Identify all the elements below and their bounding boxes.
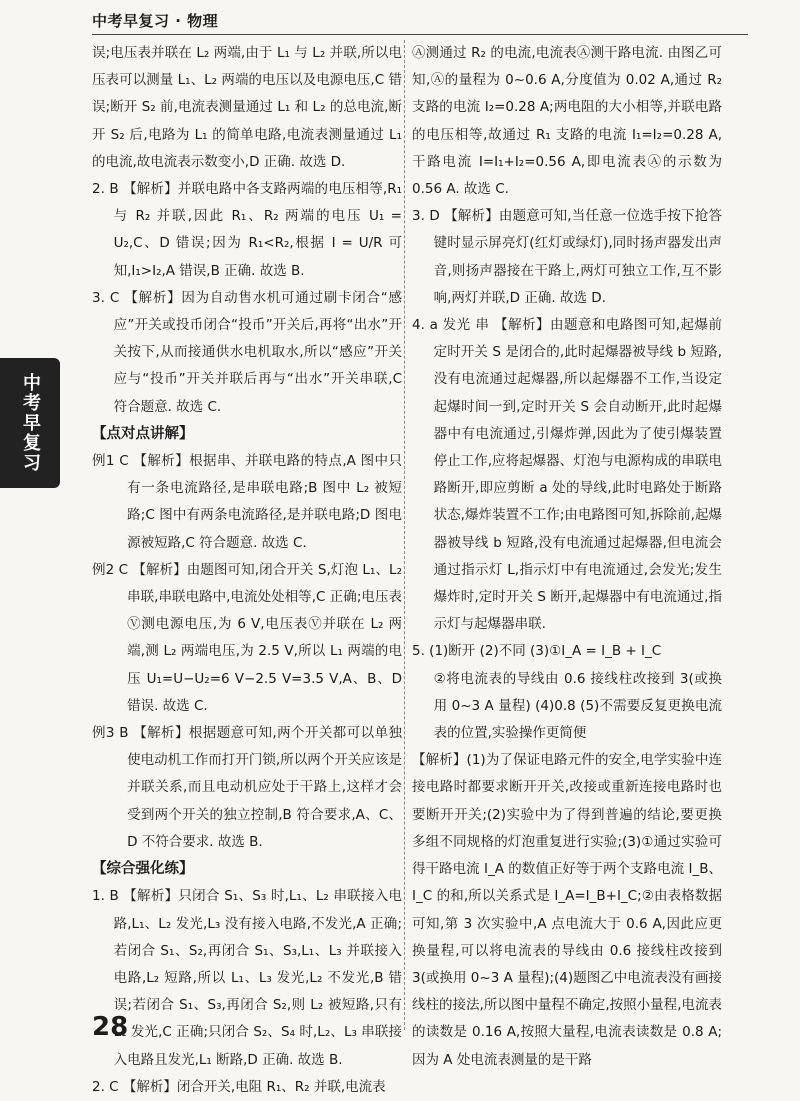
answer-item: 3. D 【解析】由题意可知,当任意一位选手按下抢答键时显示屏亮灯(红灯或绿灯),同时扬声器发出声音,则扬声器接在干路上,两灯可独立工作,互不影响,两灯并联,D 正确. 故选 D. — [412, 208, 722, 306]
analysis-paragraph: 【解析】(1)为了保证电路元件的安全,电学实验中连接电路时都要求断开开关,改接或重新连接电路时也要断开开关;(2)实验中为了得到普遍的结论,要更换多组不同规格的灯泡重复进行实验;(3)①通过实验可得干路电流 I_A 的数值正好等于两个支路电流 I_B、I_C 的和,所以关系式是 I_A=I_B+I_C;②由表格数据可知,第 3 次实验中,A 点电流大于 0.6 A,因此应更换量程,可以将电流表的导线由 0.6 接线柱改接到 3(或换用 0~3 A 量程);(4)题图乙中电流表没有画接线柱的接法,所以图中量程不确定,按照小量程,电流表的读数是 0.16 A,按照大量程,电流表读数是 0.8 A;因为 A 处电流表测量的是干路 — [412, 752, 722, 1068]
example-item: 例1 C 【解析】根据串、并联电路的特点,A 图中只有一条电流路径,是串联电路;B 图中 L₂ 被短路;C 图中有两条电流路径,是并联电路;D 图电源被短路,C 符合题意. 故选 C. — [92, 453, 402, 551]
answer-item: 1. B 【解析】只闭合 S₁、S₃ 时,L₁、L₂ 串联接入电路,L₁、L₂ 发光,L₃ 没有接入电路,不发光,A 正确;若闭合 S₁、S₂,再闭合 S₁、S₃,L₁、L₃ 并联接入电路,L₂ 短路,所以 L₁、L₃ 发光,L₂ 不发光,B 错误;若闭合 S₁、S₃,再闭合 S₂,则 L₂ 被短路,只有 L₁ 发光,C 正确;只闭合 S₂、S₄ 时,L₂、L₃ 串联接入电路且发光,L₁ 断路,D 正确. 故选 B. — [92, 888, 402, 1068]
column-divider — [404, 40, 405, 1030]
paragraph: 误;电压表并联在 L₂ 两端,由于 L₁ 与 L₂ 并联,所以电压表可以测量 L₁、L₂ 两端的电压以及电源电压,C 错误;断开 S₂ 前,电流表测量通过 L₁ 和 L₂ 的总电流,断开 S₂ 后,电路为 L₁ 的简单电路,电流表测量通过 L₁ 的电流,故电流表示数变小,D 正确. 故选 D. — [92, 45, 402, 170]
header-divider — [92, 34, 748, 35]
side-tab-label: 中考早复习 — [20, 373, 41, 473]
example-item: 例3 B 【解析】根据题意可知,两个开关都可以单独使电动机工作而打开门锁,所以两个开关应该是并联关系,而且电动机应处于干路上,这样才会受到两个开关的独立控制,B 符合要求,A、C、D 不符合要求. 故选 B. — [92, 725, 402, 850]
answer-item: 5. (1)断开 (2)不同 (3)①I_A = I_B + I_C — [412, 643, 662, 660]
page-header: 中考早复习 · 物理 — [92, 12, 219, 30]
page-number: 28 — [92, 1012, 129, 1042]
example-item: 例2 C 【解析】由题图可知,闭合开关 S,灯泡 L₁、L₂ 串联,串联电路中,电流处处相等,C 正确;电压表Ⓥ测电源电压,为 6 V,电压表Ⓥ并联在 L₂ 两端,测 L₂ 两端电压,为 2.5 V,所以 L₁ 两端的电压 U₁=U−U₂=6 V−2.5 V=3.5 V,A、B、D 错误. 故选 C. — [92, 561, 402, 714]
side-tab — [0, 358, 60, 488]
answer-item: 2. C 【解析】闭合开关,电阻 R₁、R₂ 并联,电流表 — [92, 1078, 386, 1095]
answer-item: 2. B 【解析】并联电路中各支路两端的电压相等,R₁ 与 R₂ 并联,因此 R₁、R₂ 两端的电压 U₁ = U₂,C、D 错误;因为 R₁<R₂,根据 I = U/R 可知,I₁>I₂,A 错误,B 正确. 故选 B. — [92, 181, 402, 279]
section-heading: 【点对点讲解】 — [92, 425, 194, 442]
answer-item: 3. C 【解析】因为自动售水机可通过刷卡闭合“感应”开关或投币闭合“投币”开关后,再将“出水”开关按下,从而接通供水电机取水,所以“感应”开关应与“投币”开关并联后再与“出水”开关串联,C 符合题意. 故选 C. — [92, 289, 402, 415]
section-heading: 【综合强化练】 — [92, 861, 194, 878]
answer-item: 4. a 发光 串 【解析】由题意和电路图可知,起爆前定时开关 S 是闭合的,此时起爆器被导线 b 短路,没有电流通过起爆器,所以起爆器不工作,当设定起爆时间一到,定时开关 S 会自动断开,此时起爆器中有电流通过,引爆炸弹,因此为了使引爆装置停止工作,应将起爆器、灯泡与电源构成的串联电路断开,即应剪断 a 处的导线,此时电路处于断路状态,爆炸装置不工作;由电路图可知,拆除前,起爆器被导线 b 短路,没有电流通过起爆器,但电流会通过指示灯 L,指示灯中有电流通过,会发光;发生爆炸时,定时开关 S 断开,起爆器中有电流通过,指示灯与起爆器串联. — [412, 317, 722, 633]
right-column — [412, 40, 722, 1074]
paragraph: Ⓐ测通过 R₂ 的电流,电流表Ⓐ测干路电流. 由图乙可知,Ⓐ的量程为 0~0.6 A,分度值为 0.02 A,通过 R₂ 支路的电流 I₂=0.28 A;两电阻的大小相等,并联电路的电压相等,故通过 R₁ 支路的电流 I₁=I₂=0.28 A,干路电流 I=I₁+I₂=0.56 A,即电流表Ⓐ的示数为 0.56 A. 故选 C. — [412, 45, 722, 198]
answer-continuation: ②将电流表的导线由 0.6 接线柱改接到 3(或换用 0~3 A 量程) (4)0.8 (5)不需要反复更换电流表的位置,实验操作更简便 — [433, 670, 722, 742]
left-column — [92, 40, 402, 1101]
